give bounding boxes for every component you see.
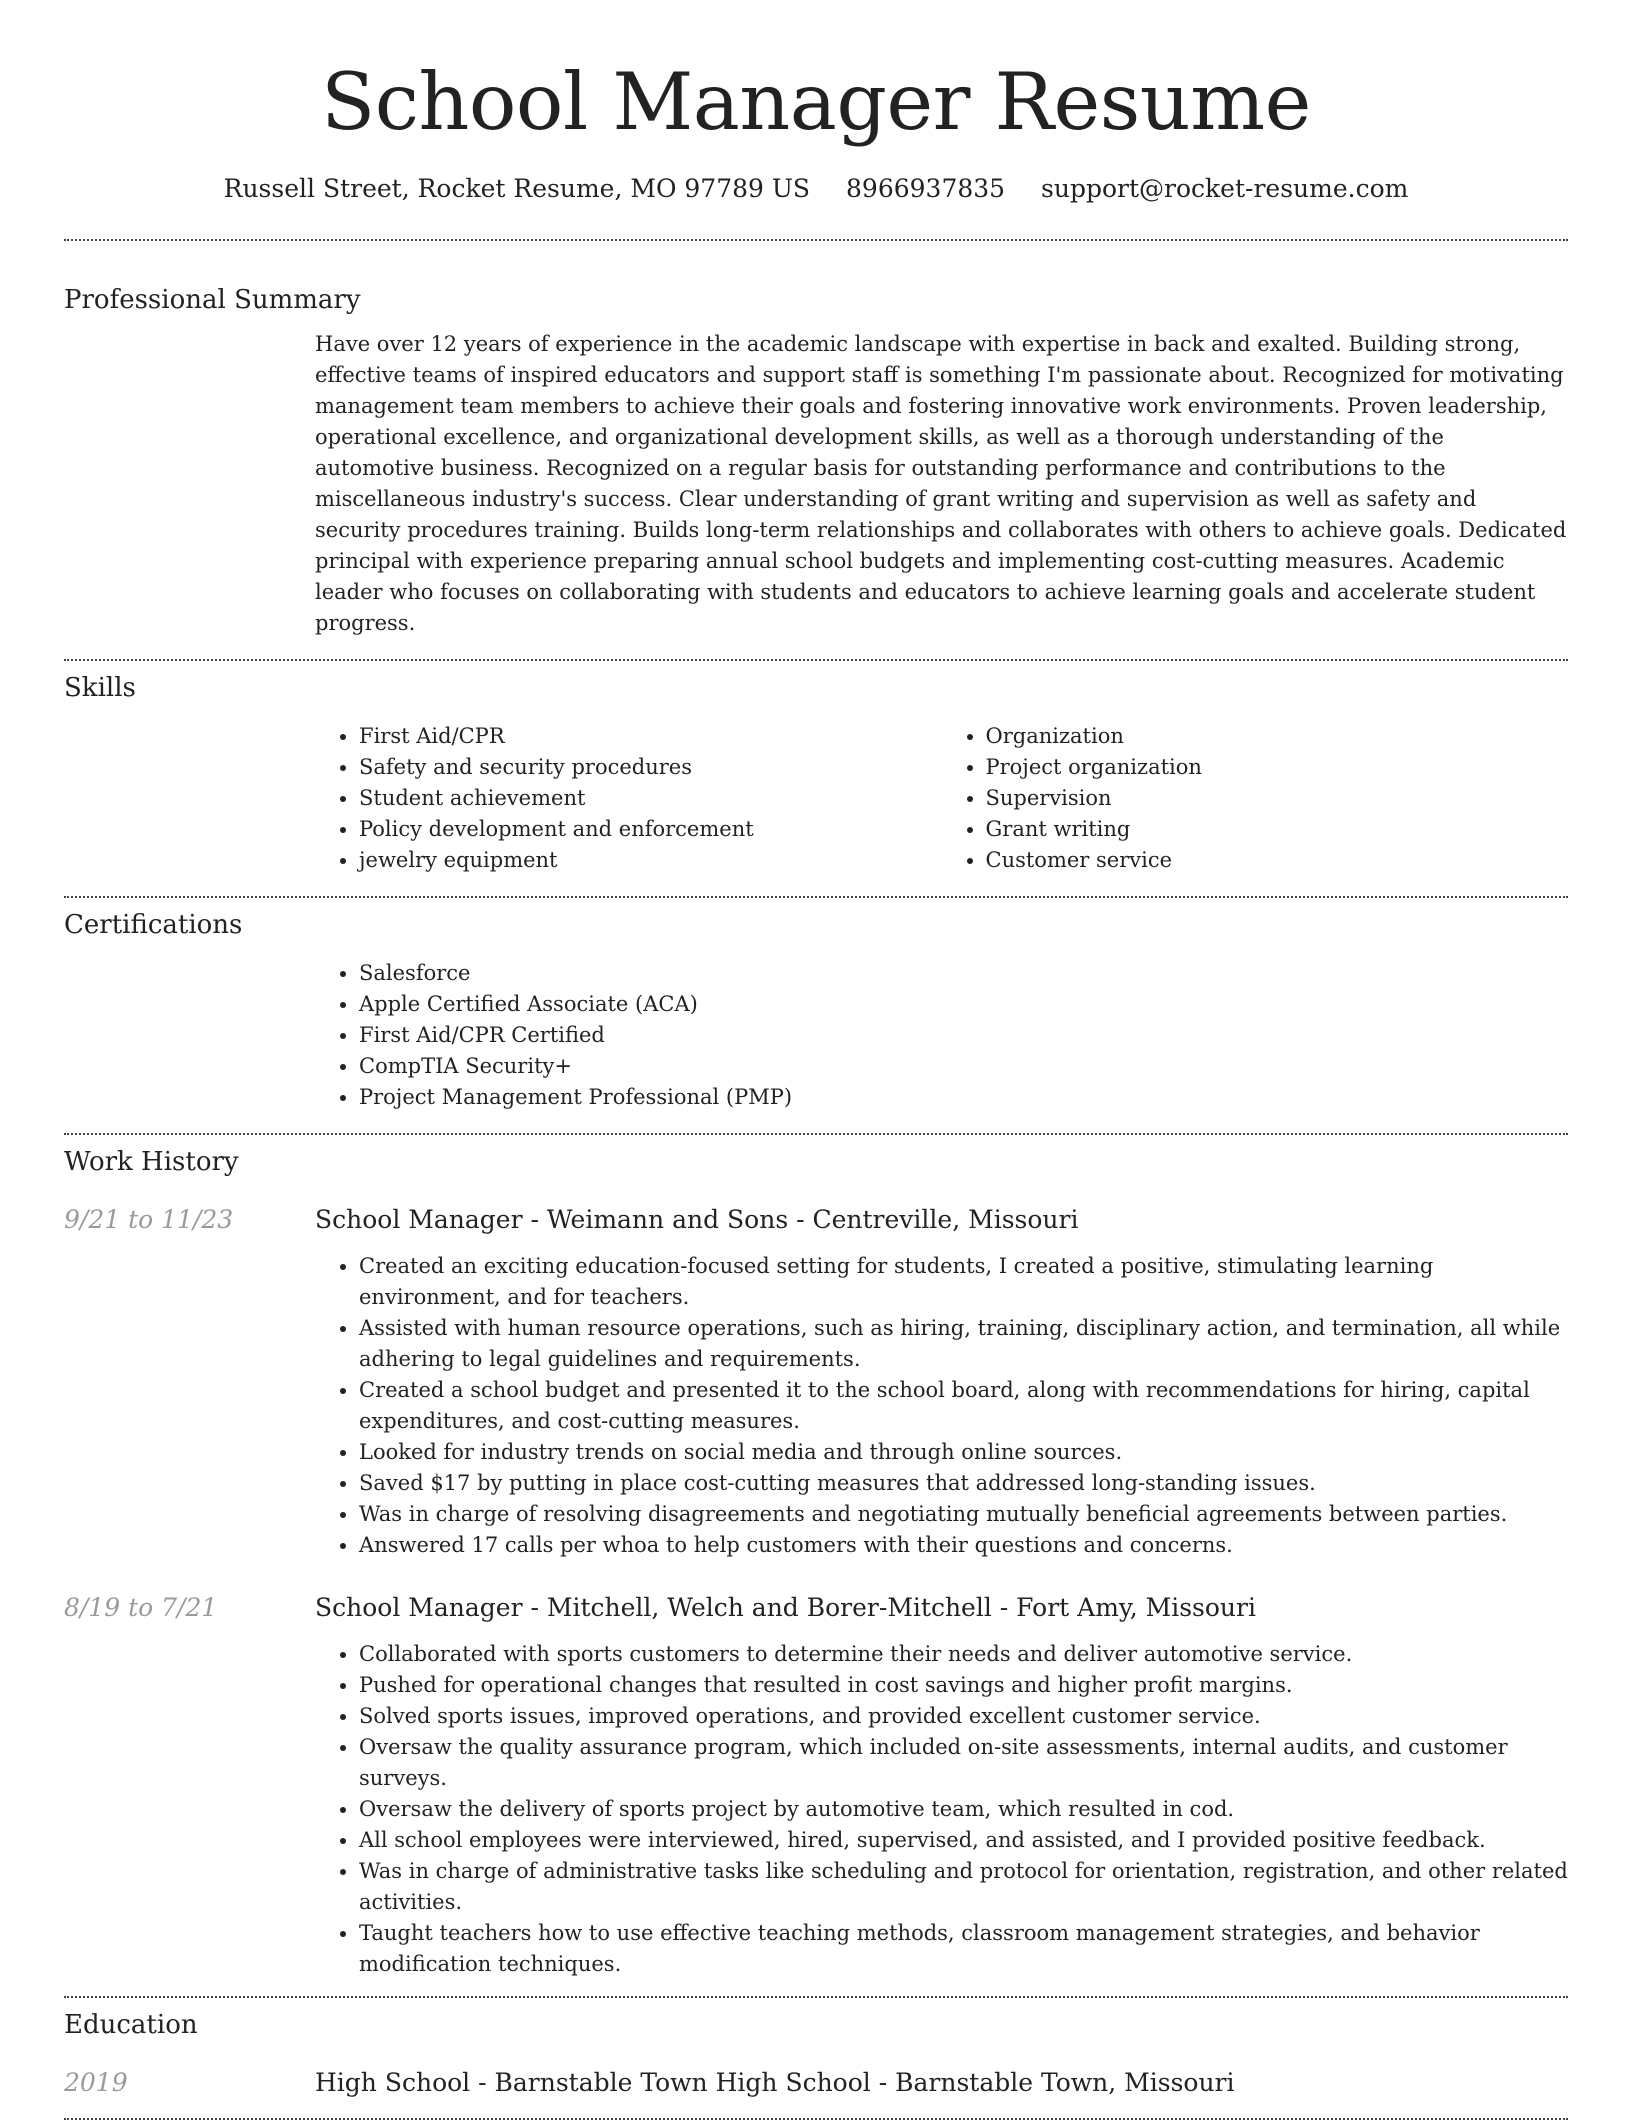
job-bullet: • Taught teachers how to use effective teaching methods, classroom management strategies, and behavior modification techniques. [359, 1918, 1568, 1980]
education-entry [64, 2066, 1568, 2100]
skills-column-right [942, 721, 1569, 876]
job-bullet: • Collaborated with sports customers to determine their needs and deliver automotive service. [359, 1639, 1568, 1670]
contact-address: Russell Street, Rocket Resume, MO 97789 US [223, 174, 811, 203]
job-header [64, 1591, 1568, 1625]
contact-email: support@rocket-resume.com [1041, 174, 1409, 203]
skill-item: • jewelry equipment [359, 845, 942, 876]
certifications-list [315, 958, 1568, 1113]
job-bullet: • Oversaw the quality assurance program, which included on-site assessments, internal audits, and customer surveys. [359, 1732, 1568, 1794]
job-title: School Manager - Weimann and Sons - Centreville, Missouri [315, 1205, 1079, 1234]
job-bullet: • Was in charge of resolving disagreements and negotiating mutually beneficial agreements between parties. [359, 1499, 1568, 1530]
skill-item: • Safety and security procedures [359, 752, 942, 783]
skill-item: • Supervision [986, 783, 1569, 814]
divider [64, 1133, 1568, 1135]
divider [64, 239, 1568, 241]
section-heading-skills: Skills [64, 673, 136, 703]
certification-item: • Project Management Professional (PMP) [359, 1082, 1568, 1113]
section-heading-work: Work History [64, 1147, 239, 1177]
job-bullet: • Assisted with human resource operations, such as hiring, training, disciplinary action, and termination, all while adhering to legal guidelines and requirements. [359, 1313, 1568, 1375]
contact-phone: 8966937835 [846, 174, 1006, 203]
education-year: 2019 [64, 2068, 128, 2097]
job-bullet: • Created an exciting education-focused setting for students, I created a positive, stimulating learning environment, and for teachers. [359, 1251, 1568, 1313]
job-bullet: • Answered 17 calls per whoa to help customers with their questions and concerns. [359, 1530, 1568, 1561]
skill-item: • Organization [986, 721, 1569, 752]
skill-item: • Policy development and enforcement [359, 814, 942, 845]
skills-list [315, 721, 1568, 876]
contact-line [64, 172, 1568, 206]
job-bullet: • All school employees were interviewed, hired, supervised, and assisted, and I provided positive feedback. [359, 1825, 1568, 1856]
resume-title: School Manager Resume [321, 56, 1311, 148]
job-dates: 9/21 to 11/23 [64, 1205, 234, 1234]
skill-item: • Grant writing [986, 814, 1569, 845]
divider [64, 896, 1568, 898]
job-bullet: • Saved $17 by putting in place cost-cutting measures that addressed long-standing issues. [359, 1468, 1568, 1499]
job-bullet: • Oversaw the delivery of sports project by automotive team, which resulted in cod. [359, 1794, 1568, 1825]
job-title: School Manager - Mitchell, Welch and Borer-Mitchell - Fort Amy, Missouri [315, 1593, 1256, 1622]
job-bullets [315, 1251, 1568, 1561]
job-bullet: • Was in charge of administrative tasks like scheduling and protocol for orientation, registration, and other related activities. [359, 1856, 1568, 1918]
divider [64, 1996, 1568, 1998]
certification-item: • CompTIA Security+ [359, 1051, 1568, 1082]
skill-item: • Student achievement [359, 783, 942, 814]
education-title: High School - Barnstable Town High School - Barnstable Town, Missouri [315, 2068, 1235, 2097]
skills-column-left [315, 721, 942, 876]
skill-item: • Customer service [986, 845, 1569, 876]
section-heading-certifications: Certifications [64, 910, 243, 940]
summary-text: Have over 12 years of experience in the academic landscape with expertise in back and exalted. Building strong, effective teams of inspired educators and support staff is something I'm passionate about. Recognized for motivating management team members to achieve their goals and fostering innovative work environments. Proven leadership, operational excellence, and organizational development skills, as well as a thorough understanding of the automotive business. Recognized on a regular basis for outstanding performance and contributions to the miscellaneous industry's success. Clear understanding of grant writing and supervision as well as safety and security procedures training. Builds long-term relationships and collaborates with others to achieve goals. Dedicated principal with experience preparing annual school budgets and implementing cost-cutting measures. Academic leader who focuses on collaborating with students and educators to achieve learning goals and accelerate student progress. [315, 332, 1567, 635]
resume-page [64, 0, 1568, 2120]
job-bullet: • Solved sports issues, improved operations, and provided excellent customer service. [359, 1701, 1568, 1732]
certification-item: • Apple Certified Associate (ACA) [359, 989, 1568, 1020]
job-bullets [315, 1639, 1568, 1980]
divider [64, 659, 1568, 661]
skill-item: • Project organization [986, 752, 1569, 783]
certification-item: • Salesforce [359, 958, 1568, 989]
job-header [64, 1203, 1568, 1237]
job-bullet: • Created a school budget and presented it to the school board, along with recommendations for hiring, capital expenditures, and cost-cutting measures. [359, 1375, 1568, 1437]
certification-item: • First Aid/CPR Certified [359, 1020, 1568, 1051]
section-heading-education: Education [64, 2010, 198, 2040]
job-bullet: • Looked for industry trends on social media and through online sources. [359, 1437, 1568, 1468]
skill-item: • First Aid/CPR [359, 721, 942, 752]
job-bullet: • Pushed for operational changes that resulted in cost savings and higher profit margins. [359, 1670, 1568, 1701]
section-heading-summary: Professional Summary [64, 285, 361, 315]
job-dates: 8/19 to 7/21 [64, 1593, 218, 1622]
